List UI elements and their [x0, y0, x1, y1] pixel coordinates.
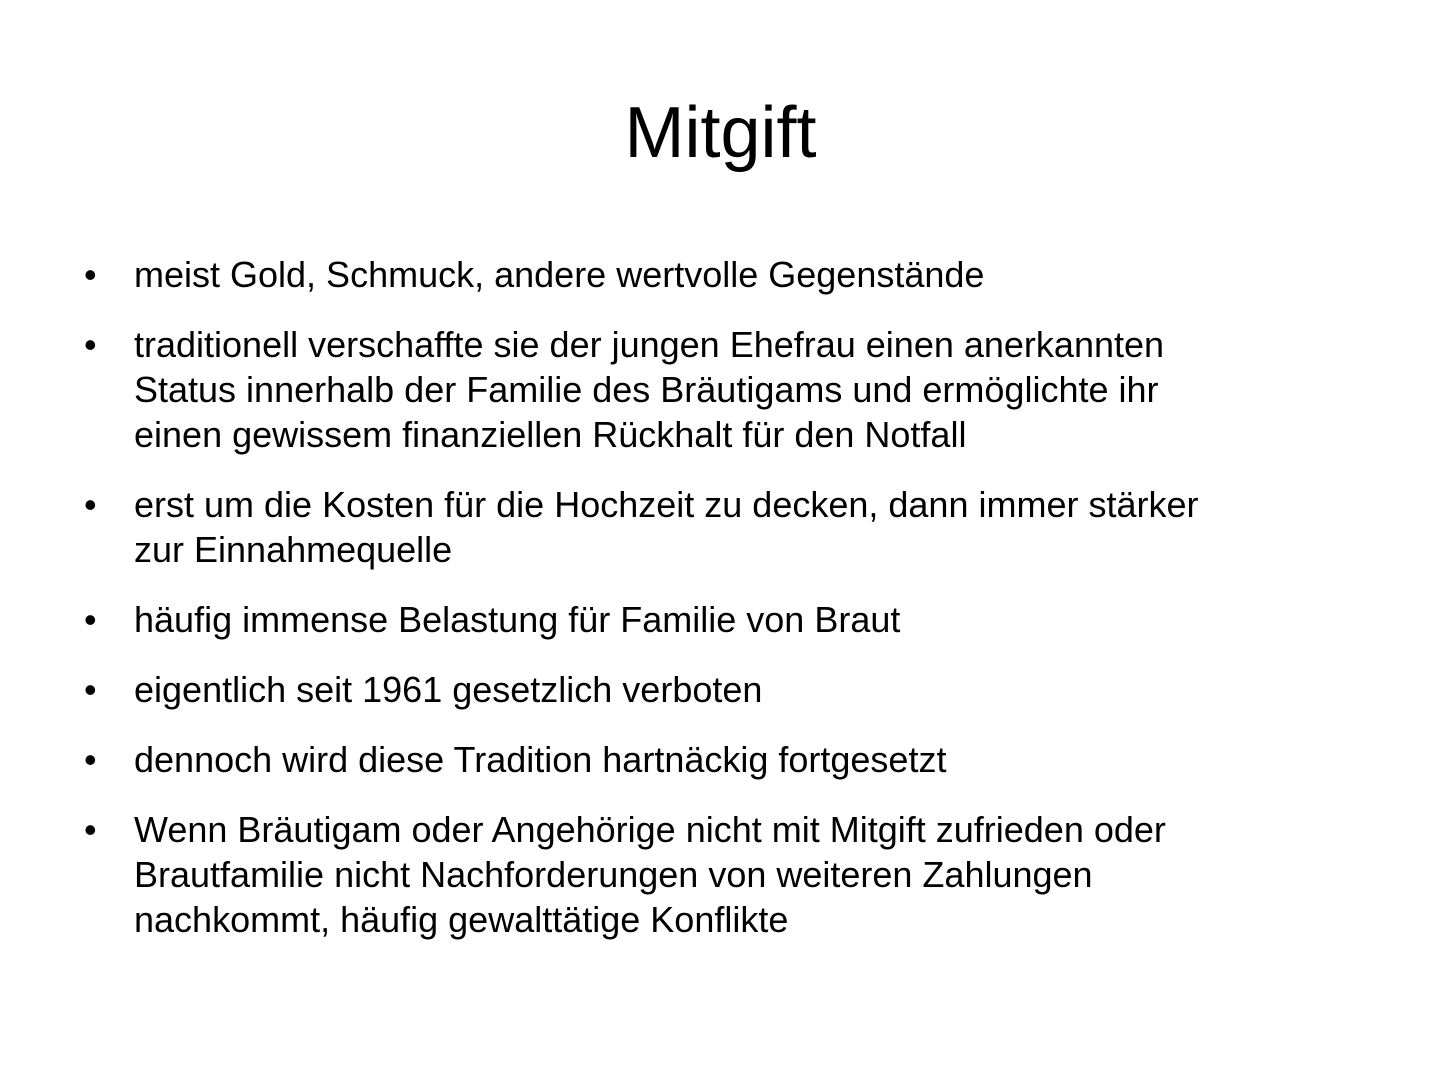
- bullet-text: traditionell verschaffte sie der jungen Ehefrau einen anerkannten Status innerhalb der Familie des Bräutigams und ermöglichte ihr einen gewissem finanziellen Rückhalt für den Notfall: [134, 324, 1165, 455]
- bullet-text: Wenn Bräutigam oder Angehörige nicht mit Mitgift zufrieden oder Brautfamilie nicht Nachforderungen von weiteren Zahlungen nachkommt, häufig gewalttätige Konflikte: [134, 809, 1166, 940]
- bullet-icon: •: [84, 324, 97, 365]
- bullet-text: meist Gold, Schmuck, andere wertvolle Gegenstände: [134, 254, 985, 295]
- bullet-text: häufig immense Belastung für Familie von Braut: [134, 599, 901, 640]
- bullet-icon: •: [84, 739, 97, 780]
- bullet-icon: •: [84, 484, 97, 525]
- bullet-text: erst um die Kosten für die Hochzeit zu decken, dann immer stärker zur Einnahmequelle: [134, 484, 1199, 570]
- bullet-icon: •: [84, 599, 97, 640]
- bullet-text: eigentlich seit 1961 gesetzlich verboten: [134, 669, 763, 710]
- bullet-icon: •: [84, 254, 97, 295]
- slide-title: Mitgift: [624, 93, 817, 173]
- bullet-icon: •: [84, 669, 97, 710]
- bullet-icon: •: [84, 809, 97, 850]
- bullet-text: dennoch wird diese Tradition hartnäckig fortgesetzt: [134, 739, 947, 780]
